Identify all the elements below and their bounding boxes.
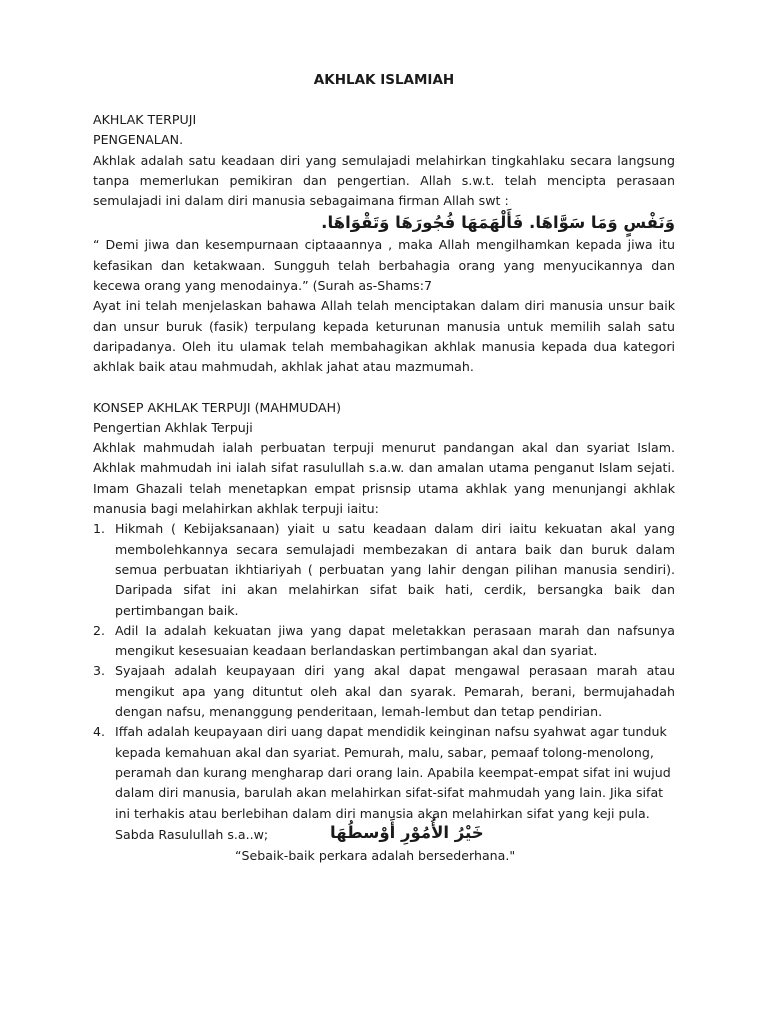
list-line: dengan nafsu, menanggung penderitaan, lemah-lembut dan tetap pendirian. xyxy=(115,704,603,720)
paragraph-line: akhlak baik atau mahmudah, akhlak jahat atau mazmumah. xyxy=(93,359,474,375)
list-line: peramah dan kurang mengharap dari orang lain. Apabila keempat-empat sifat ini wujud xyxy=(115,764,671,780)
list-line: Daripada sifat ini akan melahirkan sifat baik hati, cerdik, bersangka baik dan xyxy=(115,582,675,598)
hadith-arabic: خَيْرُ الأُمُوْرِ أَوْسطُهَا xyxy=(330,822,484,842)
sabda-row xyxy=(93,824,675,846)
list-line: semua perbuatan ikhtiariyah ( perbuatan yang lahir dengan pilihan manusia sendiri). xyxy=(115,561,675,577)
list-line: Syajaah adalah keupayaan diri yang akal dapat mengawal perasaan marah atau xyxy=(115,663,675,679)
paragraph-line: daripadanya. Oleh itu ulamak telah membahagikan akhlak manusia kepada dua kategori xyxy=(93,338,675,354)
intro-paragraph xyxy=(93,151,675,212)
paragraph-line: Akhlak mahmudah ialah perbuatan terpuji menurut pandangan akal dan syariat Islam. xyxy=(93,440,675,456)
paragraph-line: kecewa orang yang menodainya.” (Surah as-Shams:7 xyxy=(93,278,432,294)
paragraph-line: semulajadi ini dalam diri manusia sebagaimana firman Allah swt : xyxy=(93,193,509,209)
hadith-translation: “Sebaik-baik perkara adalah bersederhana." xyxy=(235,847,516,863)
document-body xyxy=(93,110,675,866)
list-line: mengikut apa yang dituntut oleh akal dan syarak. Pemarah, berani, bermujahadah xyxy=(115,683,675,699)
list-number: 2. xyxy=(93,622,106,638)
paragraph-line: kefasikan dan ketakwaan. Sungguh telah berbahagia orang yang menyucikannya dan xyxy=(93,257,675,273)
list-number: 3. xyxy=(93,663,106,679)
list-item xyxy=(93,621,675,662)
paragraph-line: “ Demi jiwa dan kesempurnaan ciptaaannya , maka Allah mengilhamkan kepada jiwa itu xyxy=(93,237,675,253)
explanation-paragraph xyxy=(93,296,675,377)
section-subheading: Pengertian Akhlak Terpuji xyxy=(93,419,253,435)
paragraph-line: Akhlak adalah satu keadaan diri yang semulajadi melahirkan tingkahlaku secara langsung xyxy=(93,152,675,168)
section-heading: AKHLAK TERPUJI xyxy=(93,112,197,127)
quran-verse-row xyxy=(93,211,675,235)
paragraph-line: manusia bagi melahirkan akhlak terpuji iaitu: xyxy=(93,501,379,517)
list-line: dalam diri manusia, barulah akan melahirkan sifat-sifat mahmudah yang lain. Jika sifat xyxy=(115,785,664,801)
page-title: AKHLAK ISLAMIAH xyxy=(313,72,455,88)
list-line: pertimbangan baik. xyxy=(115,602,239,618)
verse-translation xyxy=(93,235,675,296)
spacer xyxy=(93,378,675,398)
list-item xyxy=(93,519,675,620)
quran-verse: وَنَفْسٍ وَمَا سَوَّاهَا. فَأَلْهَمَهَا فُجُورَهَا وَتَقْوَاهَا. xyxy=(321,213,675,233)
list-line: Hikmah ( Kebijaksanaan) yiait u satu keadaan dalam diri iaitu kekuatan akal yang xyxy=(115,521,675,537)
list-item xyxy=(93,722,675,823)
list-line: membolehkannya secara semulajadi membezakan di antara baik dan buruk dalam xyxy=(115,541,675,557)
sabda-label: Sabda Rasulullah s.a..w; xyxy=(115,826,269,842)
list-number: 4. xyxy=(93,724,106,740)
list-line: Adil Ia adalah kekuatan jiwa yang dapat meletakkan perasaan marah dan nafsunya xyxy=(115,622,675,638)
concept-paragraph xyxy=(93,438,675,519)
paragraph-line: tanpa memerlukan pemikiran dan pengertian. Allah s.w.t. telah mencipta perasaan xyxy=(93,172,675,188)
list-line: mengikut kesesuaian keadaan berlandaskan pertimbangan akal dan syariat. xyxy=(115,643,598,659)
paragraph-line: Ayat ini telah menjelaskan bahawa Allah telah menciptakan dalam diri manusia unsur baik xyxy=(93,298,675,314)
paragraph-line: dan unsur buruk (fasik) terpulang kepada keturunan manusia untuk memilih salah satu xyxy=(93,318,675,334)
list-line: kepada kemahuan akal dan syariat. Pemurah, malu, sabar, pemaaf tolong-menolong, xyxy=(115,744,654,760)
paragraph-line: Akhlak mahmudah ini ialah sifat rasulullah s.a.w. dan amalan utama penganut Islam sejati. xyxy=(93,460,675,476)
section-heading: KONSEP AKHLAK TERPUJI (MAHMUDAH) xyxy=(93,399,342,415)
list-line: ini terhakis atau berlebihan dalam diri manusia akan melahirkan sifat yang keji pula. xyxy=(115,805,650,821)
section-subheading: PENGENALAN. xyxy=(93,132,184,148)
list-line: Iffah adalah keupayaan diri uang dapat mendidik keinginan nafsu syahwat agar tunduk xyxy=(115,724,667,740)
list-item xyxy=(93,661,675,722)
paragraph-line: Imam Ghazali telah menetapkan empat prisnsip utama akhlak yang menunjangi akhlak xyxy=(93,480,675,496)
list-number: 1. xyxy=(93,521,106,537)
